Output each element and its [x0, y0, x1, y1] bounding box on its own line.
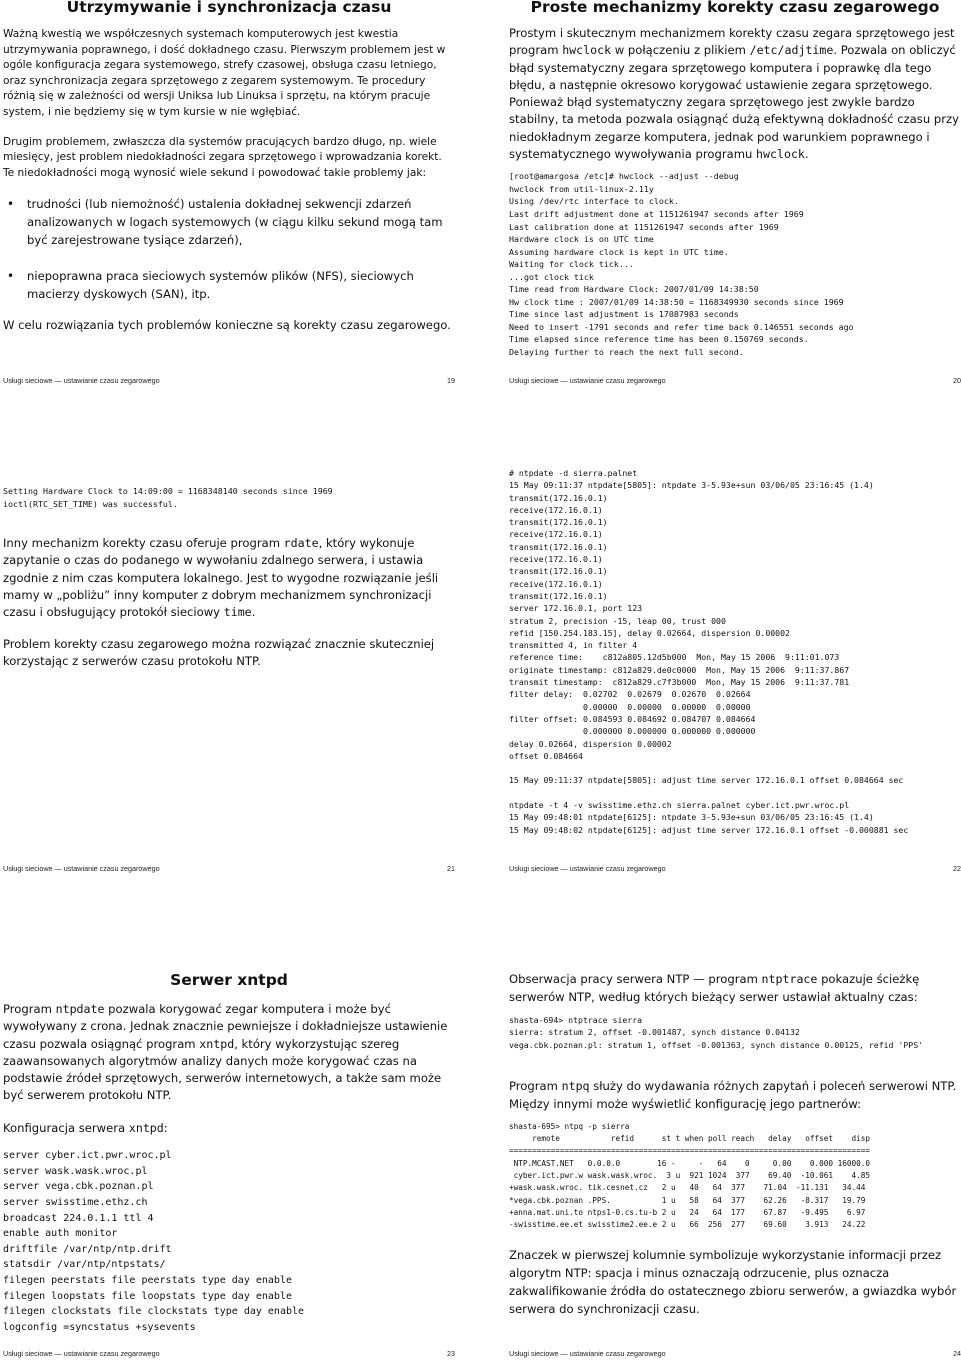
paragraph: W celu rozwiązania tych problemów konieczne są korekty czasu zegarowego.: [3, 318, 451, 333]
paragraph: Program ntpdate pozwala korygować zegar komputera i może być wywoływany z crona. Jednak znacznie pewniejsze i dokładniejsze ustawienie czasu pozwala osiągnąć program xntpd, który wykorzystując szereg zaawansowanych algorytmów analizy danych może korygować czas na podstawie źródeł sprzętowych, serwerów internetowych, a także sam może być serwerem protokołu NTP.: [3, 1002, 448, 1103]
slide-23: [3, 960, 455, 1360]
footer-text: Usługi sieciowe — ustawianie czasu zegarowego: [509, 376, 666, 385]
paragraph: Ważną kwestią we współczesnych systemach komputerowych jest kwestia utrzymywania poprawnego, i dość dokładnego czasu. Pierwszym problemem jest w ogóle konfiguracja zegara systemowego, strefy czasowej, obsługa czasu letniego, oraz synchronizacja zegara sprzętowego z zegarem systemowym. Te procedury różnią się w zależności od wersji Uniksa lub Linuksa i sprzętu, na którym pracuje system, i nie będziemy się w tym kursie w nie wgłębiać.: [3, 28, 446, 118]
code-block: [root@amargosa /etc]# hwclock --adjust --debug hwclock from util-linux-2.11y Using /dev/rtc interface to clock. Last drift adjustment done at 1151261947 seconds after 1969 Last calibration done at 1151261947 seconds after 1969 Hardware clock is on UTC time Assuming hardware clock is kept in UTC time. Waiting for clock tick... ...got clock tick Time read from Hardware Clock: 2007/01/09 14:38:50 Hw clock time : 2007/01/09 14:38:50 = 1168349930 seconds since 1969 Time since last adjustment is 17087983 seconds Need to insert -1791 seconds and refer time back 0.146551 seconds ago Time elapsed since reference time has been 0.150769 seconds. Delaying further to reach the next full second.: [509, 171, 854, 358]
page-number: 23: [447, 1349, 455, 1358]
slide-19: [3, 0, 455, 400]
page-number: 22: [953, 864, 961, 873]
bullet-list: [3, 195, 455, 303]
footer: [3, 376, 455, 385]
code-block: server cyber.ict.pwr.wroc.pl server wask.wask.wroc.pl server vega.cbk.poznan.pl server swisstime.ethz.ch broadcast 224.0.1.1 ttl 4 enable auth monitor driftfile /var/ntp/ntp.drift statsdir /var/ntp/ntpstats/ filegen peerstats file peerstats type day enable filegen loopstats file loopstats type day enable filegen clockstats file clockstats type day enable logconfig =syncstatus +sysevents: [3, 1150, 305, 1333]
code-block: shasta-694> ntptrace sierra sierra: stratum 2, offset -0.001487, synch distance 0.04132 vega.cbk.poznan.pl: stratum 1, offset -0.001363, synch distance 0.00125, refid 'PPS': [509, 1015, 924, 1050]
page-number: 19: [447, 376, 455, 385]
paragraph: Prostym i skutecznym mechanizmem korekty czasu zegara sprzętowego jest program hwclock w połączeniu z plikiem /etc/adjtime. Pozwala on obliczyć błąd systematyczny zegara sprzętowego komputera i poprawkę dla tego błędu, a następnie okresowo korygować ustawienie zegara sprzętowego. Ponieważ błąd systematyczny zegara sprzętowego jest zwykle bardzo stabilny, ta metoda pozwala osiągnąć dużą efektywną dokładność czasu przy niedokładnym zegarze komputera, jednak pod warunkiem poprawnego i systematycznego wywoływania programu hwclock.: [509, 26, 959, 162]
footer: [3, 1349, 455, 1358]
slide-title: Utrzymywanie i synchronizacja czasu: [66, 0, 392, 16]
paragraph: Problem korekty czasu zegarowego można rozwiązać znacznie skuteczniej korzystając z serwerów czasu protokołu NTP.: [3, 637, 435, 669]
footer-text: Usługi sieciowe — ustawianie czasu zegarowego: [509, 1349, 666, 1358]
slide-24: [509, 960, 961, 1360]
code-block: # ntpdate -d sierra.palnet 15 May 09:11:37 ntpdate[5805]: ntpdate 3-5.93e+sun 03/06/05 23:16:45 (1.4) transmit(172.16.0.1) receive(172.16.0.1) transmit(172.16.0.1) receive(172.16.0.1) transmit(172.16.0.1) receive(172.16.0.1) transmit(172.16.0.1) receive(172.16.0.1) transmit(172.16.0.1) server 172.16.0.1, port 123 stratum 2, precision -15, leap 00, trust 000 refid [150.254.183.15], delay 0.02664, dispersion 0.00002 transmitted 4, in filter 4 reference time: c812a805.12d5b000 Mon, May 15 2006 9:11:01.073 originate timestamp: c812a829.de0c0000 Mon, May 15 2006 9:11:37.867 transmit timestamp: c812a829.c7f3b000 Mon, May 15 2006 9:11:37.781 filter delay: 0.02702 0.02679 0.02670 0.02664 0.00000 0.00000 0.00000 0.00000 filter offset: 0.084593 0.084692 0.084707 0.084664 0.000000 0.000000 0.000000 0.000000 delay 0.02664, dispersion 0.00002 offset 0.084664 15 May 09:11:37 ntpdate[5805]: adjust time server 172.16.0.1 offset 0.084664 sec ntpdate -t 4 -v swisstime.ethz.ch sierra.palnet cyber.ict.pwr.wroc.pl 15 May 09:48:01 ntpdate[6125]: ntpdate 3-5.93e+sun 03/06/05 23:16:45 (1.4) 15 May 09:48:02 ntpdate[6125]: adjust time server 172.16.0.1 offset -0.000881 sec: [509, 468, 909, 835]
paragraph: Konfiguracja serwera xntpd:: [3, 1120, 168, 1135]
slide-21: [3, 455, 455, 885]
footer: [509, 864, 961, 873]
paragraph: Program ntpq służy do wydawania różnych zapytań i poleceń serwerowi NTP. Między innymi może wyświetlić konfigurację jego partnerów:: [509, 1078, 957, 1111]
paragraph: Znaczek w pierwszej kolumnie symbolizuje wykorzystanie informacji przez algorytm NTP: spacja i minus oznaczają odrzucenie, plus oznacza zakwalifikowanie źródła do ostatecznego zbioru serwerów, a gwiazdka wybór serwera do synchronizacji czasu.: [509, 1247, 957, 1316]
footer: [509, 376, 961, 385]
page-number: 21: [447, 864, 455, 873]
footer-text: Usługi sieciowe — ustawianie czasu zegarowego: [509, 864, 666, 873]
code-block: shasta-695> ntpq -p sierra remote refid st t when poll reach delay offset disp ============================================================================== NTP.MCAST.NET 0.0.0.0 16 - - 64 0 0.00 0.000 16000.0 cyber.ict.pwr.w wask.wask.wroc. 3 u 921 1024 377 69.40 -10.061 4.85 +wask.wask.wroc. tik.cesnet.cz 2 u 40 64 377 71.04 -11.131 34.44 *vega.cbk.poznan .PPS. 1 u 58 64 377 62.26 -8.317 19.79 +anna.mat.uni.to ntps1-0.cs.tu-b 2 u 24 64 177 67.87 -9.495 6.97 -swisstime.ee.et swisstime2.ee.e 2 u 66 256 277 69.60 3.913 24.22: [509, 1121, 871, 1230]
list-item: • trudności (lub niemożność) ustalenia dokładnej sekwencji zdarzeń analizowanych w logach systemowych (w ciągu kilku sekund mogą tam być zarejestrowane tysiące zdarzeń),: [3, 195, 455, 249]
code-block: Setting Hardware Clock to 14:09:00 = 1168348140 seconds since 1969 ioctl(RTC_SET_TIME) was successful.: [3, 486, 333, 509]
footer-text: Usługi sieciowe — ustawianie czasu zegarowego: [3, 376, 160, 385]
page-number: 20: [953, 376, 961, 385]
footer: [3, 864, 455, 873]
slide-title: Proste mechanizmy korekty czasu zegarowego: [530, 0, 940, 16]
slide-title: Serwer xntpd: [170, 971, 288, 989]
slide-20: [509, 0, 961, 400]
footer-text: Usługi sieciowe — ustawianie czasu zegarowego: [3, 1349, 160, 1358]
paragraph: Obserwacja pracy serwera NTP — program ntptrace pokazuje ścieżkę serwerów NTP, według których bieżący serwer ustawiał aktualny czas:: [509, 972, 920, 1004]
footer: [509, 1349, 961, 1358]
list-item: • niepoprawna praca sieciowych systemów plików (NFS), sieciowych macierzy dyskowych (SAN), itp.: [3, 267, 455, 303]
footer-text: Usługi sieciowe — ustawianie czasu zegarowego: [3, 864, 160, 873]
slide-22: [509, 455, 961, 885]
page-number: 24: [953, 1349, 961, 1358]
paragraph: Inny mechanizm korekty czasu oferuje program rdate, który wykonuje zapytanie o czas do podanego w wywołaniu zdalnego serwera, i ustawia zgodnie z nim czas komputera lokalnego. Jest to wygodne rozwiązanie jeśli mamy w „pobliżu” inny komputer z dobrym mechanizmem synchronizacji czasu i obsługujący protokół sieciowy time.: [3, 536, 439, 619]
paragraph: Drugim problemem, zwłaszcza dla systemów pracujących bardzo długo, np. wiele miesięcy, jest problem niedokładności zegara sprzętowego i wprowadzania korekt. Te niedokładności mogą wynosić wiele sekund i powodować takie problemy jak:: [3, 135, 442, 179]
